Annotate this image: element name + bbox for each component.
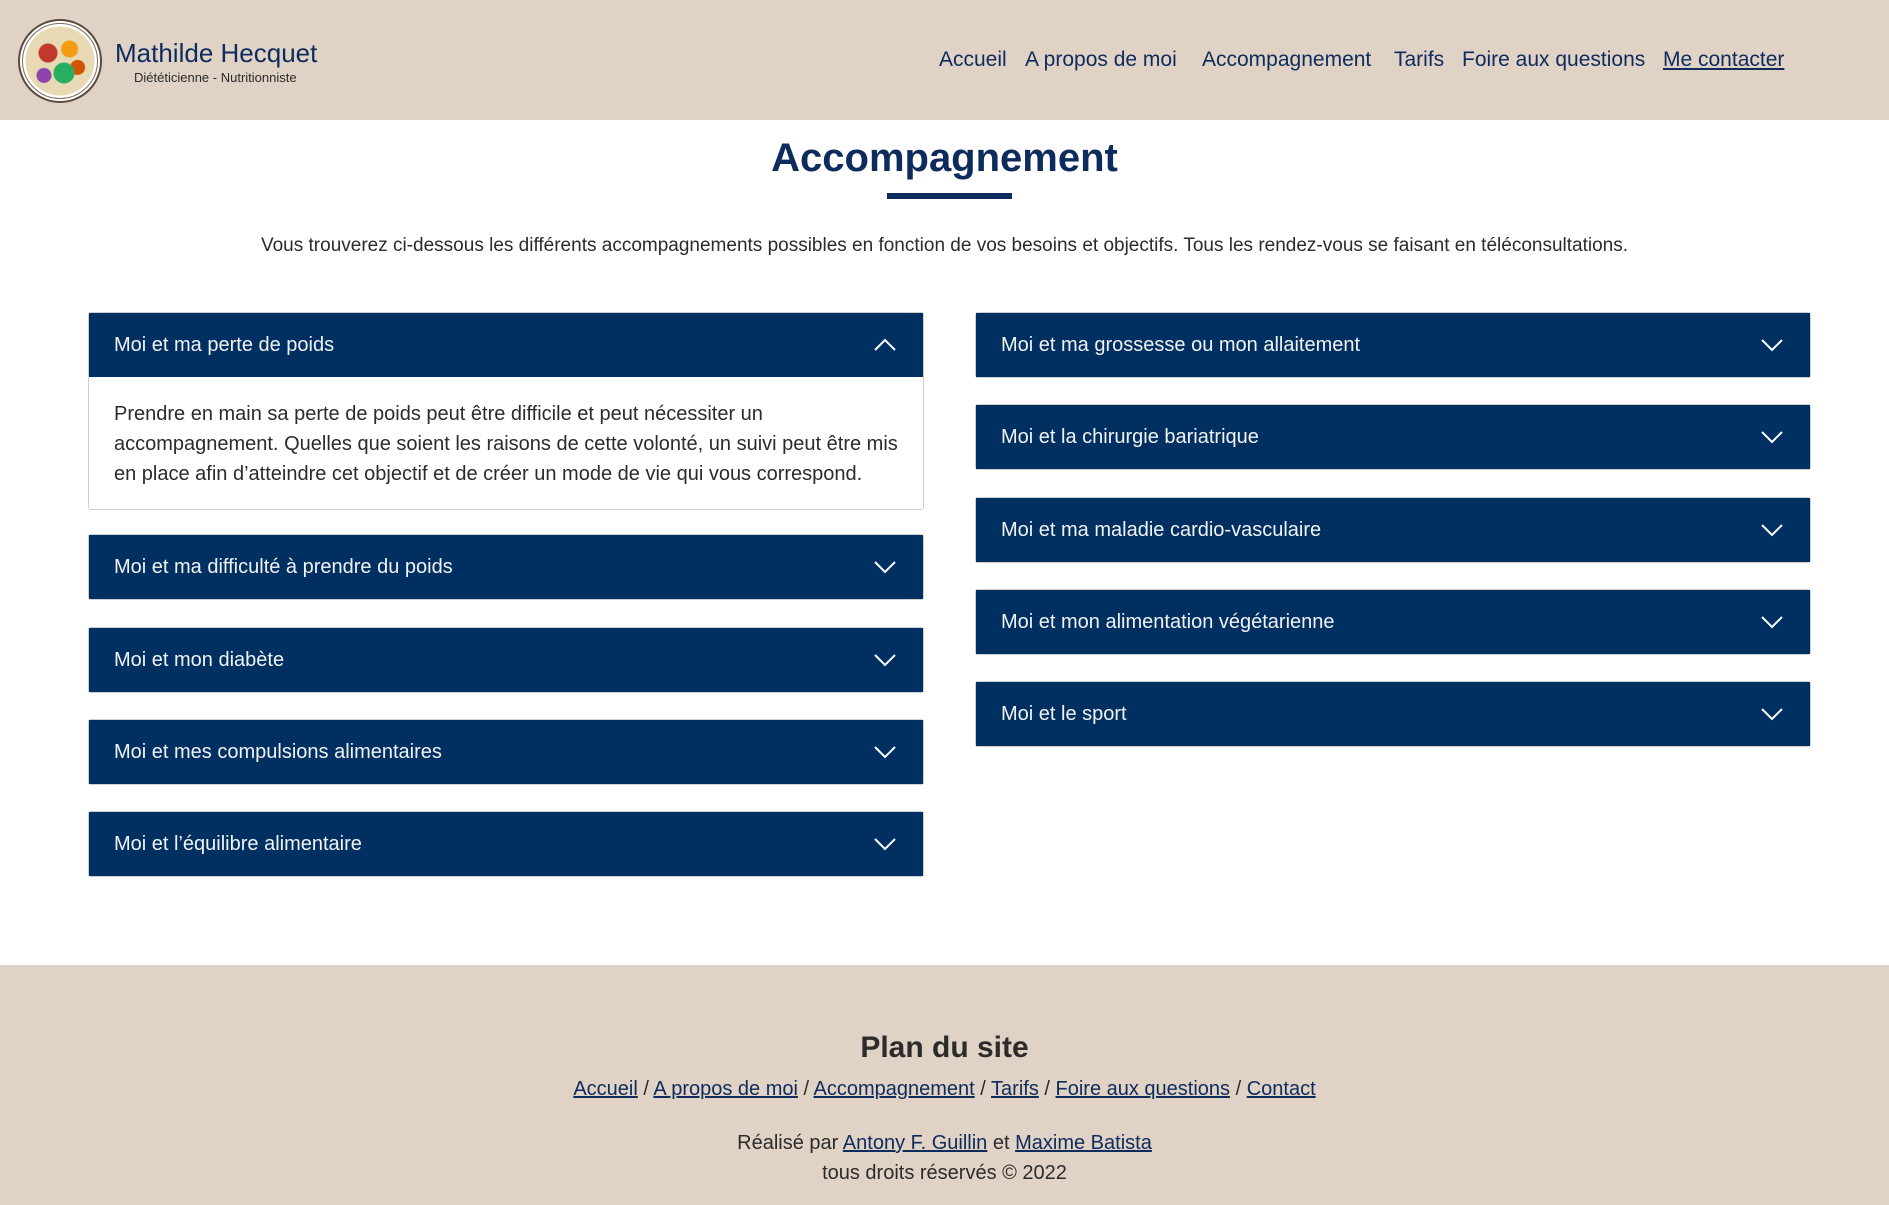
credits-prefix: Réalisé par [737, 1132, 843, 1154]
nav-tarifs[interactable]: Tarifs [1394, 48, 1445, 71]
accordion-title: Moi et ma difficulté à prendre du poids [114, 556, 453, 578]
footer-link-contact[interactable]: Contact [1246, 1078, 1316, 1100]
chevron-down-icon [1760, 333, 1784, 357]
chevron-down-icon [1760, 610, 1784, 634]
nav-a-propos[interactable]: A propos de moi [1025, 48, 1177, 71]
footer-link-accueil[interactable]: Accueil [573, 1078, 638, 1100]
chevron-down-icon [873, 740, 897, 764]
title-underline [887, 193, 1012, 199]
footer-title: Plan du site [860, 1031, 1029, 1064]
accordion-title: Moi et la chirurgie bariatrique [1001, 426, 1259, 448]
brand-subtitle: Diététicienne - Nutritionniste [134, 70, 297, 85]
accordion-title: Moi et mon alimentation végétarienne [1001, 611, 1335, 633]
sitemap-separator: / [1038, 1078, 1056, 1100]
footer-link-tarifs[interactable]: Tarifs [991, 1078, 1039, 1100]
accordion-cardio [975, 497, 1811, 563]
author-link-2[interactable]: Maxime Batista [1015, 1132, 1152, 1154]
footer-link-accompagnement[interactable]: Accompagnement [813, 1078, 975, 1100]
chevron-up-icon [873, 333, 897, 357]
site-header [0, 0, 1889, 120]
accordion-header[interactable] [976, 590, 1810, 654]
chevron-down-icon [873, 555, 897, 579]
accordion-header[interactable] [89, 812, 923, 876]
accordion-header[interactable] [89, 720, 923, 784]
sitemap-separator: / [974, 1078, 992, 1100]
accordion-body: Prendre en main sa perte de poids peut être difficile et peut nécessiter un accompagnement. Quelles que soient les raisons de cette volonté, un suivi peut être mis en place afin d’atteindre cet objectif et de créer un mode de vie qui vous correspond. [114, 403, 898, 485]
credits-and: et [987, 1132, 1016, 1154]
accordion-vegetarienne [975, 589, 1811, 655]
chevron-down-icon [873, 648, 897, 672]
accordion-title: Moi et mon diabète [114, 649, 285, 671]
accordion-header[interactable] [976, 682, 1810, 746]
accordion-header[interactable] [89, 535, 923, 599]
copyright: tous droits réservés © 2022 [822, 1162, 1067, 1184]
brand-name[interactable]: Mathilde Hecquet [115, 38, 318, 68]
accordion-header[interactable] [89, 313, 923, 377]
sitemap-separator: / [1230, 1078, 1247, 1100]
chevron-down-icon [873, 832, 897, 856]
accordion-title: Moi et l’équilibre alimentaire [114, 833, 362, 855]
accordion-chirurgie [975, 404, 1811, 470]
nav-accompagnement[interactable]: Accompagnement [1202, 48, 1372, 71]
author-link-1[interactable]: Antony F. Guillin [842, 1132, 988, 1154]
accordion-title: Moi et mes compulsions alimentaires [114, 741, 442, 763]
accordion-title: Moi et ma grossesse ou mon allaitement [1001, 334, 1361, 356]
site-footer [0, 965, 1889, 1205]
accordion-prendre-du-poids [88, 534, 924, 600]
accordion-title: Moi et ma maladie cardio-vasculaire [1001, 519, 1322, 541]
accordion-sport [975, 681, 1811, 747]
accordion-title: Moi et le sport [1001, 703, 1127, 725]
nav-faq[interactable]: Foire aux questions [1462, 48, 1646, 71]
accordion-perte-de-poids [88, 312, 924, 510]
accordion-grossesse [975, 312, 1811, 378]
nav-accueil[interactable]: Accueil [939, 48, 1007, 71]
page-title: Accompagnement [771, 136, 1118, 180]
chevron-down-icon [1760, 518, 1784, 542]
chevron-down-icon [1760, 425, 1784, 449]
accordion-header[interactable] [976, 498, 1810, 562]
footer-link-faq[interactable]: Foire aux questions [1055, 1078, 1231, 1100]
accordion-equilibre [88, 811, 924, 877]
footer-link-a-propos[interactable]: A propos de moi [653, 1078, 798, 1100]
credits [0, 1128, 1889, 1188]
nav-me-contacter[interactable]: Me contacter [1663, 48, 1785, 71]
accordion-header[interactable] [976, 405, 1810, 469]
accordion-compulsions [88, 719, 924, 785]
accordion-title: Moi et ma perte de poids [114, 334, 335, 356]
accordion-diabete [88, 627, 924, 693]
accordion-header[interactable] [89, 628, 923, 692]
sitemap-separator: / [797, 1078, 814, 1100]
accordion-header[interactable] [976, 313, 1810, 377]
sitemap-separator: / [637, 1078, 654, 1100]
logo-ring [22, 23, 98, 99]
intro-text: Vous trouverez ci-dessous les différents accompagnements possibles en fonction de vos besoins et objectifs. Tous les rendez-vous se faisant en téléconsultations. [260, 235, 1629, 256]
sitemap [0, 1078, 1889, 1101]
chevron-down-icon [1760, 702, 1784, 726]
